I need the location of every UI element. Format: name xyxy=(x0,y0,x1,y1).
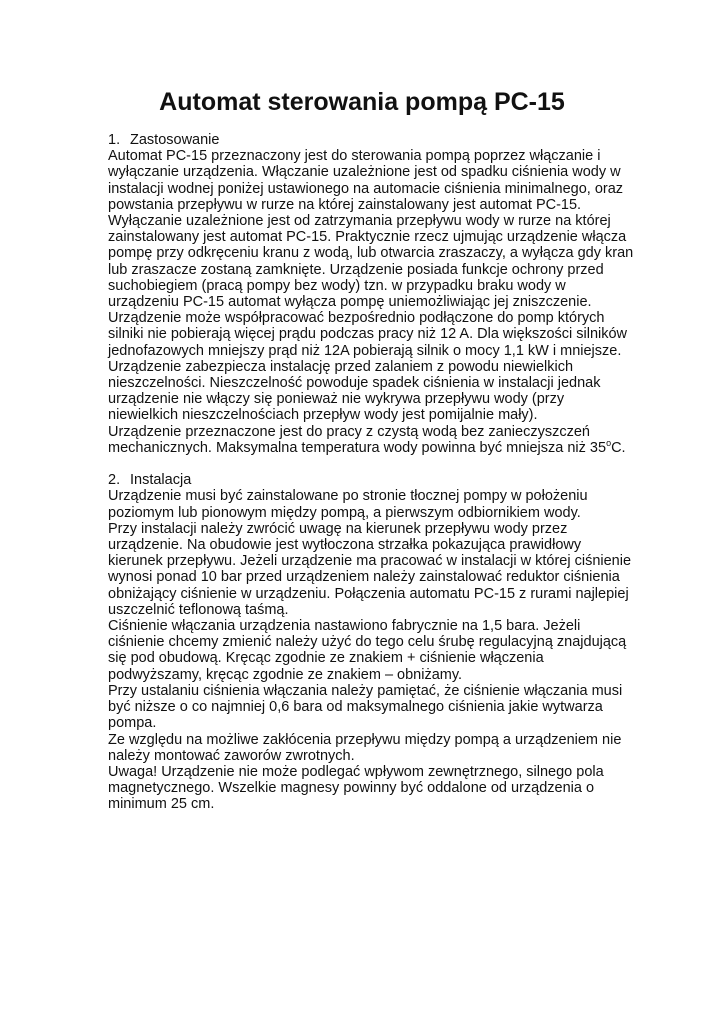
paragraph-line: minimum 25 cm. xyxy=(108,796,215,813)
paragraph-line: urządzeniu PC-15 automat wyłącza pompę uniemożliwiając jej zniszczenie. xyxy=(108,294,592,311)
paragraph-line: pompa. xyxy=(108,715,157,732)
paragraph-line: Automat PC-15 przeznaczony jest do sterowania pompą poprzez włączanie i xyxy=(108,148,601,165)
text-fragment: mechanicznych. Maksymalna temperatura wody powinna być mniejsza niż 35 xyxy=(108,439,607,456)
paragraph-line: suchobiegiem (pracą pompy bez wody) tzn. w przypadku braku wody w xyxy=(108,277,566,294)
paragraph-line: Przy ustalaniu ciśnienia włączania należy pamiętać, że ciśnienie włączania musi xyxy=(108,682,623,699)
paragraph-line: obniżający ciśnienie w urządzeniu. Połączenia automatu PC-15 z rurami najlepiej xyxy=(108,585,629,602)
page-title: Automat sterowania pompą PC-15 xyxy=(159,88,565,116)
paragraph-line xyxy=(108,437,708,456)
paragraph-line: Ciśnienie włączania urządzenia nastawiono fabrycznie na 1,5 bara. Jeżeli xyxy=(108,618,581,635)
section-number: 1. xyxy=(108,132,121,148)
paragraph-line: lub zraszacze zostaną zamknięte. Urządzenie posiada funkcje ochrony przed xyxy=(108,261,604,278)
paragraph-line: ciśnienie chcemy zmienić należy użyć do tego celu śrubę regulacyjną znajdującą xyxy=(108,634,627,651)
paragraph-line: poziomym lub pionowym między pompą, a pierwszym odbiornikiem wody. xyxy=(108,504,581,521)
paragraph-line: powstania przepływu w rurze na której zainstalowany jest automat PC-15. xyxy=(108,196,582,213)
paragraph-line: należy montować zaworów zwrotnych. xyxy=(108,747,355,764)
paragraph-line: uszczelnić teflonową taśmą. xyxy=(108,601,289,618)
paragraph-line: Wyłączanie uzależnione jest od zatrzymania przepływu wody w rurze na której xyxy=(108,213,611,230)
section-heading-instalacja xyxy=(108,472,708,488)
paragraph-line: wynosi ponad 10 bar przed urządzeniem należy zainstalować reduktor ciśnienia xyxy=(108,569,620,586)
paragraph-line: Ze względu na możliwe zakłócenia przepływu między pompą a urządzeniem nie xyxy=(108,731,622,748)
paragraph-line: Urządzenie może współpracować bezpośrednio podłączone do pomp których xyxy=(108,310,605,327)
paragraph-line: podwyższamy, kręcąc zgodnie ze znakiem – obniżamy. xyxy=(108,666,463,683)
paragraph-line: zainstalowany jest automat PC-15. Praktycznie rzecz ujmując urządzenie włącza xyxy=(108,229,627,246)
paragraph-line: Urządzenie musi być zainstalowane po stronie tłocznej pompy w położeniu xyxy=(108,488,588,505)
paragraph-line: Urządzenie przeznaczone jest do pracy z czystą wodą bez zanieczyszczeń xyxy=(108,423,590,440)
paragraph-line: wyłączanie urządzenia. Włączanie uzależnione jest od spadku ciśnienia wody w xyxy=(108,164,621,181)
paragraph-line: urządzenie nie włączy się ponieważ nie wykrywa przepływu wody (przy xyxy=(108,391,565,408)
section-heading-zastosowanie xyxy=(108,132,708,148)
degree-superscript: o xyxy=(606,437,612,448)
paragraph-line: urządzenie. Na obudowie jest wytłoczona strzałka pokazująca prawidłowy xyxy=(108,537,582,554)
paragraph-line: niewielkich nieszczelnościach przepływ wody jest pomijalnie mały). xyxy=(108,407,538,424)
text-fragment: C. xyxy=(611,439,626,456)
paragraph-line: silniki nie pobierają więcej prądu podczas pracy niż 12 A. Dla większości silników xyxy=(108,326,628,343)
section-body-zastosowanie xyxy=(108,148,708,440)
section-number: 2. xyxy=(108,472,121,489)
section-title: Instalacja xyxy=(130,472,192,489)
section-body-instalacja xyxy=(108,488,708,812)
paragraph-line: Przy instalacji należy zwrócić uwagę na kierunek przepływu wody przez xyxy=(108,520,568,537)
paragraph-line: jednofazowych mniejszy prąd niż 12A pobierają silnik o mocy 1,1 kW i mniejsze. xyxy=(108,342,622,359)
section-title: Zastosowanie xyxy=(130,132,220,148)
paragraph-line: się pod obudową. Kręcąc zgodnie ze znakiem + ciśnienie włączenia xyxy=(108,650,544,667)
paragraph-line: być niższe o co najmniej 0,6 bara od maksymalnego ciśnienia jakie wytwarza xyxy=(108,699,603,716)
paragraph-line: pompę przy odkręceniu kranu z wodą, lub otwarcia zraszaczy, a wyłącza gdy kran xyxy=(108,245,634,262)
document-body xyxy=(108,132,708,813)
paragraph-line: nieszczelności. Nieszczelność powoduje spadek ciśnienia w instalacji jednak xyxy=(108,375,601,392)
paragraph-line: magnetycznego. Wszelkie magnesy powinny być oddalone od urządzenia o xyxy=(108,780,595,797)
paragraph-line: Urządzenie zabezpiecza instalację przed zalaniem z powodu niewielkich xyxy=(108,358,574,375)
paragraph-line: Uwaga! Urządzenie nie może podlegać wpływom zewnętrznego, silnego pola xyxy=(108,763,604,780)
section-spacer xyxy=(108,456,708,472)
paragraph-line: kierunek przepływu. Jeżeli urządzenie ma pracować w instalacji w której ciśnienie xyxy=(108,553,632,570)
paragraph-line: instalacji wodnej poniżej ustawionego na automacie ciśnienia minimalnego, oraz xyxy=(108,180,624,197)
